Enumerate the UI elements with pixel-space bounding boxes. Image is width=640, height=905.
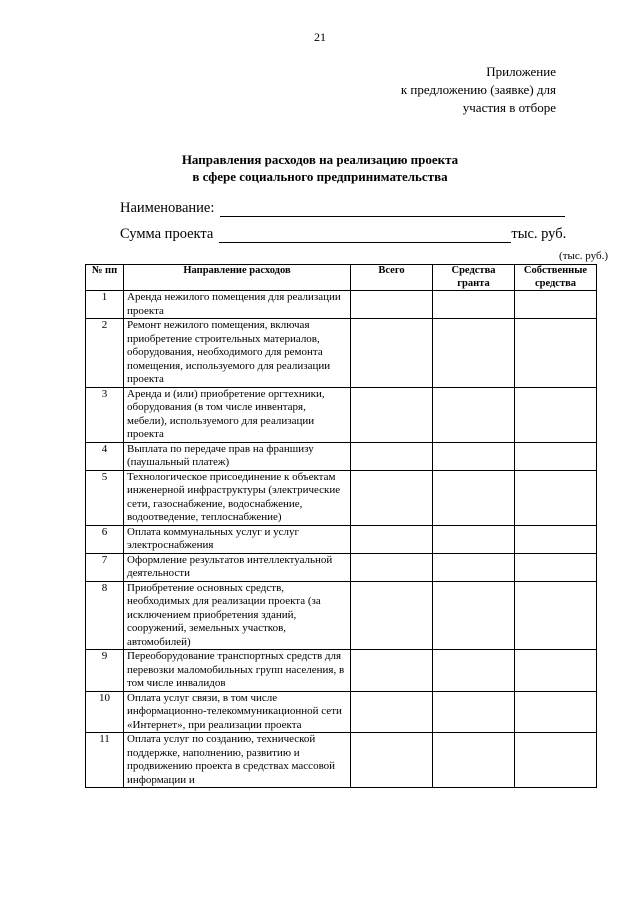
row-number: 7 — [86, 553, 124, 581]
table-row — [86, 442, 597, 470]
table-row — [86, 650, 597, 692]
row-grant-cell — [433, 733, 515, 788]
row-direction: Оплата услуг по созданию, технической поддержке, наполнению, развитию и продвижению проекта в средствах массовой информации и — [124, 733, 351, 788]
header-direction: Направление расходов — [124, 265, 351, 291]
header-num: № пп — [86, 265, 124, 291]
row-total-cell — [351, 525, 433, 553]
table-row — [86, 319, 597, 388]
row-own-cell — [515, 553, 597, 581]
row-direction: Оформление результатов интеллектуальной деятельности — [124, 553, 351, 581]
expenses-table — [85, 264, 597, 788]
row-own-cell — [515, 387, 597, 442]
row-total-cell — [351, 650, 433, 692]
table-row — [86, 691, 597, 733]
row-grant-cell — [433, 291, 515, 319]
table-row — [86, 553, 597, 581]
sum-label: Сумма проекта — [120, 226, 214, 242]
row-number: 8 — [86, 581, 124, 650]
units-note: (тыс. руб.) — [559, 250, 608, 262]
row-direction: Выплата по передаче прав на франшизу (паушальный платеж) — [124, 442, 351, 470]
table-row — [86, 525, 597, 553]
row-direction: Оплата услуг связи, в том числе информационно-телекоммуникационной сети «Интернет», при реализации проекта — [124, 691, 351, 733]
row-grant-cell — [433, 650, 515, 692]
row-number: 2 — [86, 319, 124, 388]
table-header-row — [86, 265, 597, 291]
page-bottom-margin — [0, 839, 640, 905]
row-grant-cell — [433, 470, 515, 525]
name-label: Наименование: — [120, 200, 215, 216]
row-number: 10 — [86, 691, 124, 733]
row-total-cell — [351, 442, 433, 470]
row-grant-cell — [433, 553, 515, 581]
appendix-line: Приложение — [486, 64, 556, 79]
name-field — [120, 200, 565, 217]
table-row — [86, 733, 597, 788]
row-number: 1 — [86, 291, 124, 319]
table-row — [86, 291, 597, 319]
row-grant-cell — [433, 387, 515, 442]
title-line: в сфере социального предпринимательства — [192, 169, 448, 184]
header-own: Собственные средства — [515, 265, 597, 291]
row-number: 11 — [86, 733, 124, 788]
row-total-cell — [351, 291, 433, 319]
row-grant-cell — [433, 525, 515, 553]
row-total-cell — [351, 387, 433, 442]
title-line: Направления расходов на реализацию проекта — [181, 152, 459, 167]
row-direction: Аренда нежилого помещения для реализации проекта — [124, 291, 351, 319]
row-number: 3 — [86, 387, 124, 442]
row-total-cell — [351, 581, 433, 650]
row-direction: Аренда и (или) приобретение оргтехники, оборудования (в том числе инвентаря, мебели), используемого для реализации проекта — [124, 387, 351, 442]
row-grant-cell — [433, 691, 515, 733]
row-own-cell — [515, 291, 597, 319]
table-row — [86, 581, 597, 650]
sum-units: тыс. руб. — [511, 226, 567, 242]
row-own-cell — [515, 442, 597, 470]
row-own-cell — [515, 733, 597, 788]
row-direction: Технологическое присоединение к объектам инженерной инфраструктуры (электрические сети, газоснабжение, водоснабжение, водоотведение, теплоснабжение) — [124, 470, 351, 525]
row-own-cell — [515, 470, 597, 525]
row-total-cell — [351, 691, 433, 733]
table-row — [86, 387, 597, 442]
appendix-note — [401, 63, 556, 117]
header-grant: Средства гранта — [433, 265, 515, 291]
document-title — [0, 151, 640, 185]
row-grant-cell — [433, 319, 515, 388]
table-row — [86, 470, 597, 525]
sum-blank-line — [219, 227, 511, 243]
row-number: 6 — [86, 525, 124, 553]
row-direction: Ремонт нежилого помещения, включая приобретение строительных материалов, оборудования, необходимого для ремонта помещения, используемого для реализации проекта — [124, 319, 351, 388]
row-number: 5 — [86, 470, 124, 525]
name-blank-line — [220, 201, 565, 217]
row-direction: Переоборудование транспортных средств для перевозки маломобильных групп населения, в том числе инвалидов — [124, 650, 351, 692]
row-own-cell — [515, 581, 597, 650]
row-own-cell — [515, 691, 597, 733]
row-own-cell — [515, 319, 597, 388]
row-total-cell — [351, 733, 433, 788]
appendix-line: участия в отборе — [462, 100, 556, 115]
row-number: 4 — [86, 442, 124, 470]
appendix-line: к предложению (заявке) для — [400, 82, 556, 97]
row-grant-cell — [433, 581, 515, 650]
row-own-cell — [515, 525, 597, 553]
row-total-cell — [351, 470, 433, 525]
header-total: Всего — [351, 265, 433, 291]
row-grant-cell — [433, 442, 515, 470]
row-direction: Оплата коммунальных услуг и услуг электроснабжения — [124, 525, 351, 553]
row-own-cell — [515, 650, 597, 692]
row-number: 9 — [86, 650, 124, 692]
row-total-cell — [351, 553, 433, 581]
page-number: 21 — [314, 30, 326, 44]
row-total-cell — [351, 319, 433, 388]
sum-field — [120, 226, 566, 243]
row-direction: Приобретение основных средств, необходимых для реализации проекта (за исключением приобретения зданий, сооружений, земельных участков, автомобилей) — [124, 581, 351, 650]
